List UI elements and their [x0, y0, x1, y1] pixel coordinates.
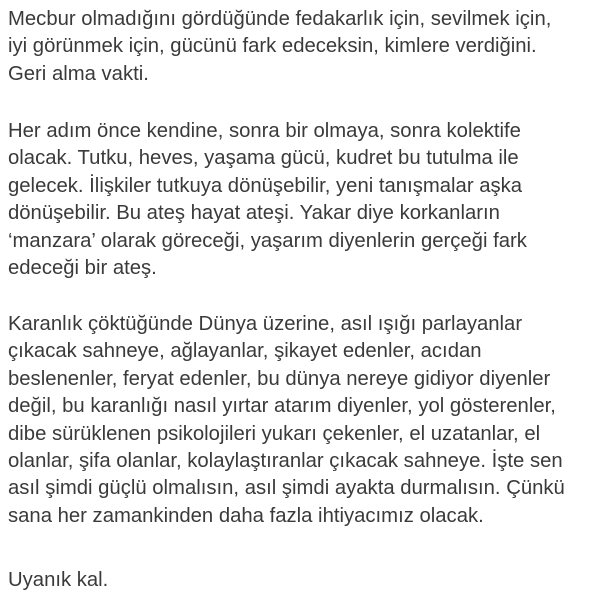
text-line: beslenenler, feryat edenler, bu dünya nereye gidiyor diyenler [8, 367, 551, 390]
text-line: Mecbur olmadığını gördüğünde fedakarlık için, sevilmek için, [8, 8, 552, 30]
text-line: değil, bu karanlığı nasıl yırtar atarım diyenler, yol gösterenler, [8, 395, 556, 418]
text-line: olacak. Tutku, heves, yaşama gücü, kudret bu tutulma ile [8, 147, 519, 170]
paragraph-1 [8, 6, 598, 88]
text-line: dönüşebilir. Bu ateş hayat ateşi. Yakar diye korkanların [8, 202, 500, 225]
text-line: edeceği bir ateş. [8, 256, 157, 279]
text-line: dibe sürüklenen psikolojileri yukarı çekenler, el uzatanlar, el [8, 422, 541, 445]
text-line: Karanlık çöktüğünde Dünya üzerine, asıl ışığı parlayanlar [8, 313, 523, 335]
paragraph-3 [8, 311, 598, 530]
paragraph-2 [8, 118, 598, 282]
text-line: ‘manzara’ olarak göreceği, yaşarım diyenlerin gerçeği fark [8, 229, 527, 252]
text-line: çıkacak sahneye, ağlayanlar, şikayet edenler, acıdan [8, 340, 482, 363]
text-line: iyi görünmek için, gücünü fark edeceksin, kimlere verdiğini. [8, 35, 537, 58]
text-line: Geri alma vakti. [8, 62, 149, 85]
text-line: Her adım önce kendine, sonra bir olmaya, sonra kolektife [8, 120, 521, 142]
text-document [8, 0, 598, 605]
text-line: asıl şimdi güçlü olmalısın, asıl şimdi ayakta durmalısın. Çünkü [8, 477, 565, 500]
text-line: gelecek. İlişkiler tutkuya dönüşebilir, yeni tanışmalar aşka [8, 174, 523, 197]
text-line: sana her zamankinden daha fazla ihtiyacımız olacak. [8, 504, 484, 527]
text-line: Uyanık kal. [8, 569, 109, 591]
text-line: olanlar, şifa olanlar, kolaylaştıranlar çıkacak sahneye. İşte sen [8, 449, 563, 472]
paragraph-4 [8, 567, 598, 594]
